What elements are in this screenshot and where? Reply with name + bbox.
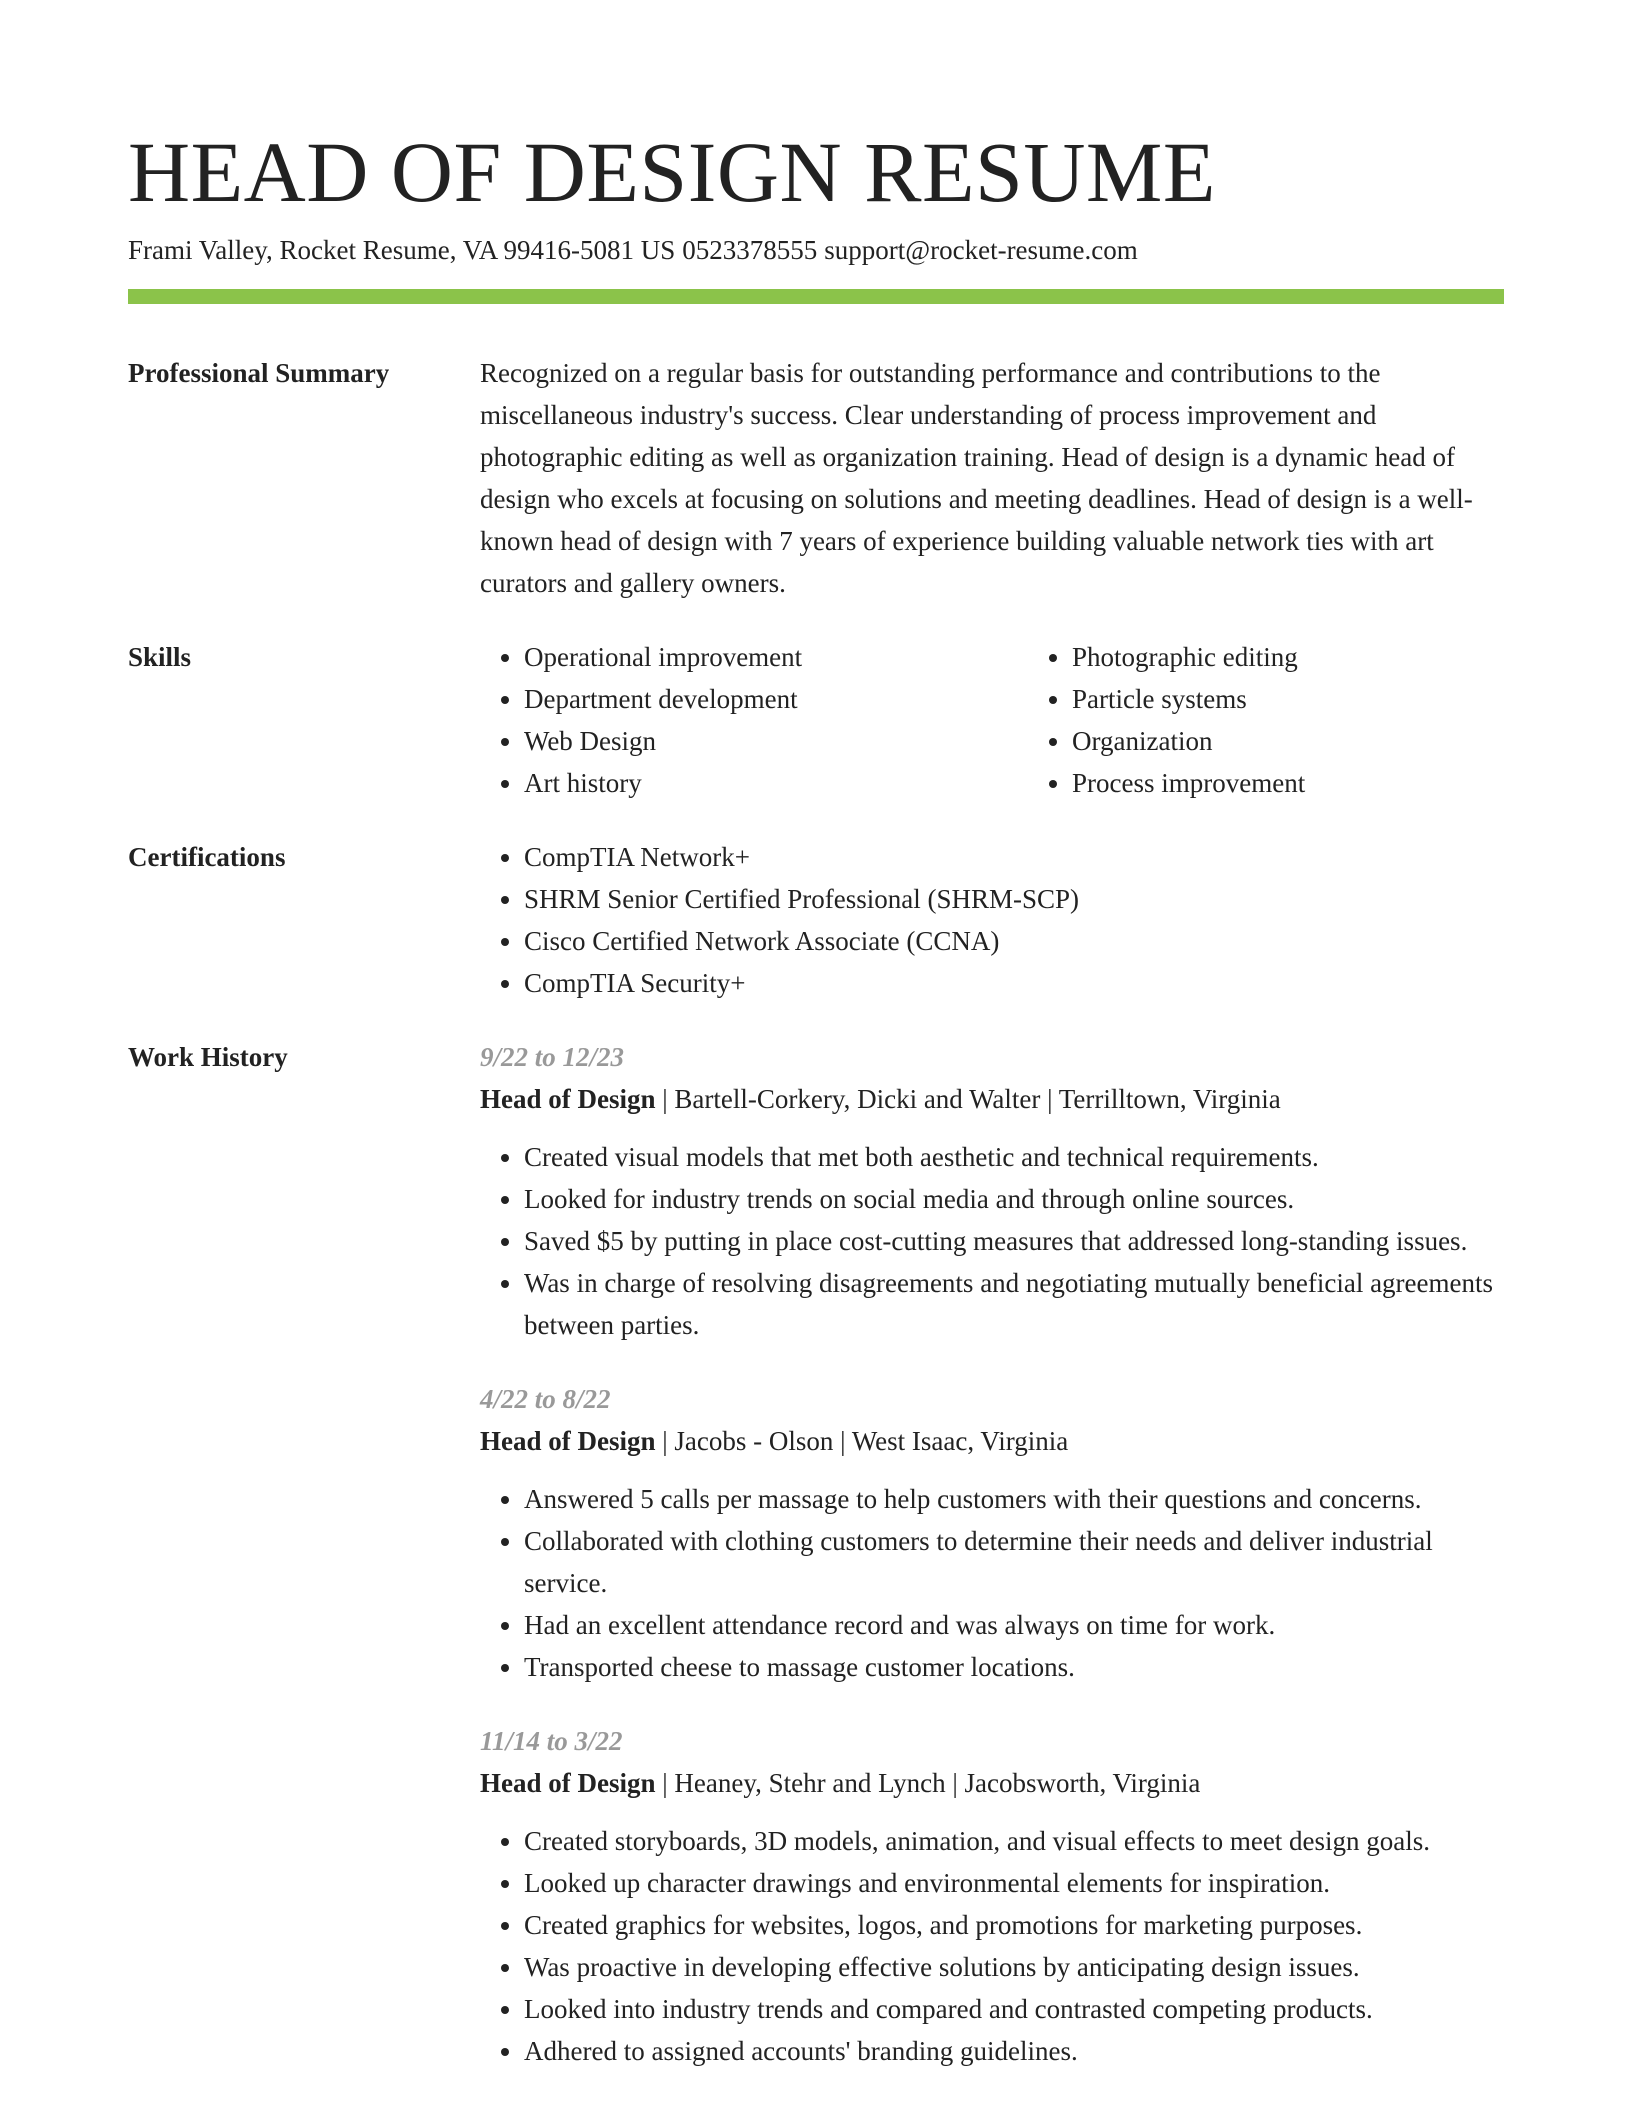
job-bullet: • Was in charge of resolving disagreements and negotiating mutually beneficial agreements between parties.	[524, 1262, 1504, 1346]
certification-item: • Cisco Certified Network Associate (CCNA)	[524, 920, 1504, 962]
job-location: Terrilltown, Virginia	[1058, 1084, 1281, 1114]
skills-heading: Skills	[128, 642, 192, 672]
work-history-section	[128, 1036, 1504, 2072]
job-bullet: • Looked up character drawings and environmental elements for inspiration.	[524, 1862, 1504, 1904]
job-company: Bartell-Corkery, Dicki and Walter	[674, 1084, 1041, 1114]
skill-item: • Web Design	[524, 720, 1028, 762]
job-dates: 11/14 to 3/22	[480, 1726, 623, 1756]
work-history-body	[480, 1036, 1504, 2072]
job-heading	[480, 1762, 1504, 1804]
summary-text: Recognized on a regular basis for outstanding performance and contributions to the miscellaneous industry's success. Clear understanding of process improvement and photographic editing as well as organization training. Head of design is a dynamic head of design who excels at focusing on solutions and meeting deadlines. Head of design is a well-known head of design with 7 years of experience building valuable network ties with art curators and gallery owners.	[480, 358, 1473, 598]
certifications-heading: Certifications	[128, 842, 286, 872]
summary-heading: Professional Summary	[128, 358, 390, 388]
job-bullet: • Looked into industry trends and compared and contrasted competing products.	[524, 1988, 1504, 2030]
job-bullet: • Answered 5 calls per massage to help customers with their questions and concerns.	[524, 1478, 1504, 1520]
certification-item: • SHRM Senior Certified Professional (SHRM-SCP)	[524, 878, 1504, 920]
job-separator: |	[1047, 1084, 1053, 1114]
job-title: Head of Design	[480, 1768, 656, 1798]
job-entry	[480, 1378, 1504, 1688]
skill-item: • Art history	[524, 762, 1028, 804]
skills-list-left	[480, 636, 1028, 804]
job-location: West Isaac, Virginia	[851, 1426, 1069, 1456]
job-entry	[480, 1036, 1504, 1346]
certification-item: • CompTIA Network+	[524, 836, 1504, 878]
summary-section	[128, 352, 1504, 604]
job-separator: |	[840, 1426, 846, 1456]
job-entry	[480, 1720, 1504, 2072]
job-dates: 9/22 to 12/23	[480, 1042, 625, 1072]
job-title: Head of Design	[480, 1426, 656, 1456]
header-divider	[128, 289, 1504, 304]
resume-title: HEAD OF DESIGN RESUME	[128, 124, 1216, 220]
skill-item: • Photographic editing	[1072, 636, 1504, 678]
certification-item: • CompTIA Security+	[524, 962, 1504, 1004]
job-bullet: • Created visual models that met both aesthetic and technical requirements.	[524, 1136, 1504, 1178]
skill-item: • Organization	[1072, 720, 1504, 762]
skill-item: • Particle systems	[1072, 678, 1504, 720]
certifications-list	[480, 836, 1504, 1004]
certifications-section	[128, 836, 1504, 1004]
job-separator: |	[662, 1768, 668, 1798]
work-history-heading: Work History	[128, 1042, 288, 1072]
skill-item: • Process improvement	[1072, 762, 1504, 804]
job-title: Head of Design	[480, 1084, 656, 1114]
job-location: Jacobsworth, Virginia	[964, 1768, 1201, 1798]
certifications-body	[480, 836, 1504, 1004]
job-bullet: • Created graphics for websites, logos, and promotions for marketing purposes.	[524, 1904, 1504, 1946]
job-separator: |	[952, 1768, 958, 1798]
job-bullet: • Had an excellent attendance record and was always on time for work.	[524, 1604, 1504, 1646]
contact-address: Frami Valley, Rocket Resume, VA 99416-5081 US	[128, 235, 676, 265]
job-heading	[480, 1078, 1504, 1120]
skills-list-right	[1028, 636, 1504, 804]
job-company: Heaney, Stehr and Lynch	[674, 1768, 946, 1798]
job-bullet: • Saved $5 by putting in place cost-cutting measures that addressed long-standing issues.	[524, 1220, 1504, 1262]
job-bullet: • Looked for industry trends on social media and through online sources.	[524, 1178, 1504, 1220]
skills-section	[128, 636, 1504, 804]
job-separator: |	[662, 1426, 668, 1456]
job-bullets	[480, 1478, 1504, 1688]
contact-email: support@rocket-resume.com	[824, 235, 1138, 265]
skill-item: • Department development	[524, 678, 1028, 720]
job-bullets	[480, 1820, 1504, 2072]
job-bullet: • Was proactive in developing effective solutions by anticipating design issues.	[524, 1946, 1504, 1988]
job-dates: 4/22 to 8/22	[480, 1384, 611, 1414]
skills-grid	[480, 636, 1504, 804]
job-company: Jacobs - Olson	[674, 1426, 834, 1456]
contact-phone: 0523378555	[682, 235, 818, 265]
job-bullet: • Transported cheese to massage customer locations.	[524, 1646, 1504, 1688]
job-bullet: • Created storyboards, 3D models, animation, and visual effects to meet design goals.	[524, 1820, 1504, 1862]
skill-item: • Operational improvement	[524, 636, 1028, 678]
resume-page	[128, 124, 1504, 2072]
job-separator: |	[662, 1084, 668, 1114]
contact-line	[128, 232, 1504, 268]
job-heading	[480, 1420, 1504, 1462]
job-bullets	[480, 1136, 1504, 1346]
job-bullet: • Adhered to assigned accounts' branding guidelines.	[524, 2030, 1504, 2072]
job-bullet: • Collaborated with clothing customers to determine their needs and deliver industrial service.	[524, 1520, 1504, 1604]
